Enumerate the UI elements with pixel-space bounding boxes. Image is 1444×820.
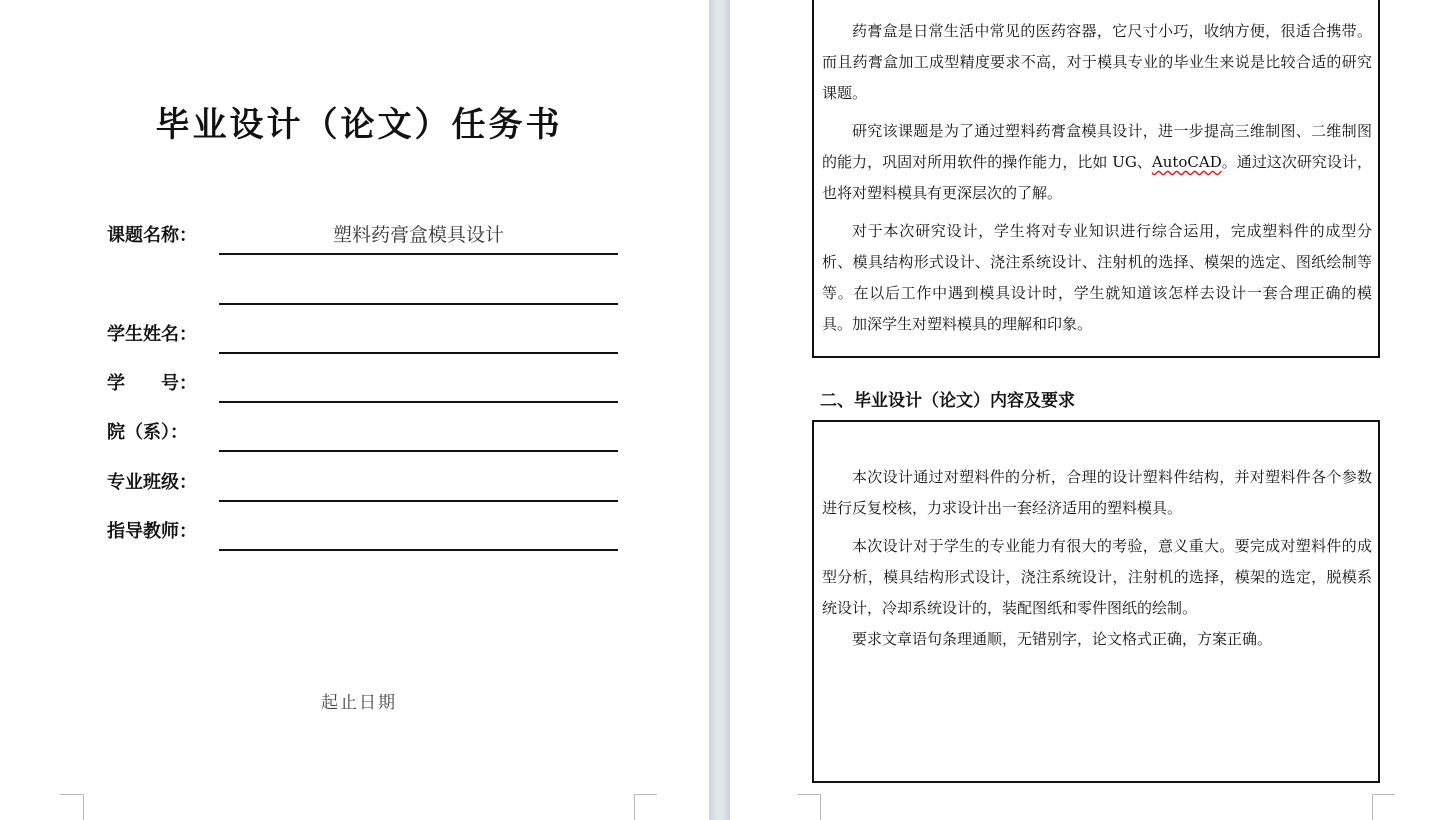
- intro-paragraph-2: 研究该课题是为了通过塑料药膏盒模具设计，进一步提高三维制图、二维制图的能力，巩固对所用软件的操作能力，比如 UG、AutoCAD。通过这次研究设计，也将对塑料模具有更深层次的了解。: [822, 122, 1372, 202]
- margin-corner-mark: [798, 794, 821, 820]
- margin-corner-mark: [60, 794, 84, 820]
- page-gutter: [709, 0, 730, 820]
- student-name-label: 学生姓名：: [107, 324, 197, 345]
- intro-paragraph-1: 药膏盒是日常生活中常见的医药容器，它尺寸小巧，收纳方便，很适合携带。而且药膏盒加工成型精度要求不高，对于模具专业的毕业生来说是比较合适的研究课题。: [822, 22, 1372, 102]
- topic-name-underline-2: [219, 303, 618, 305]
- topic-name-underline: [219, 253, 618, 255]
- margin-corner-mark: [634, 794, 657, 820]
- margin-corner-mark: [1372, 794, 1395, 820]
- requirements-text-box: [812, 420, 1380, 783]
- class-field[interactable]: [219, 500, 618, 502]
- section-heading: 二、毕业设计（论文）内容及要求: [820, 391, 1075, 411]
- requirements-paragraph-1: 本次设计通过对塑料件的分析，合理的设计塑料件结构，并对塑料件各个参数进行反复校核，力求设计出一套经济适用的塑料模具。: [822, 468, 1372, 517]
- student-id-field[interactable]: [219, 401, 618, 403]
- topic-name-label: 课题名称：: [107, 225, 197, 246]
- topic-name-value[interactable]: 塑料药膏盒模具设计: [332, 224, 504, 246]
- document-page-left: [0, 0, 709, 820]
- intro-paragraph-3: 对于本次研究设计，学生将对专业知识进行综合运用，完成塑料件的成型分析、模具结构形式设计、浇注系统设计、注射机的选择、模架的选定、图纸绘制等等。在以后工作中遇到模具设计时，学生就知道该怎样去设计一套合理正确的模具。加深学生对塑料模具的理解和印象。: [822, 222, 1372, 333]
- department-field[interactable]: [219, 450, 618, 452]
- spellcheck-flagged-word[interactable]: AutoCAD: [1151, 153, 1222, 171]
- class-label: 专业班级：: [107, 472, 197, 493]
- student-name-field[interactable]: [219, 352, 618, 354]
- date-range-label: 起止日期: [321, 693, 397, 713]
- intro-text-box: [812, 0, 1380, 358]
- advisor-label: 指导教师：: [107, 521, 197, 542]
- requirements-paragraph-2: 本次设计对于学生的专业能力有很大的考验，意义重大。要完成对塑料件的成型分析，模具结构形式设计，浇注系统设计，注射机的选择，模架的选定，脱模系统设计，冷却系统设计的，装配图纸和零件图纸的绘制。: [822, 537, 1372, 617]
- advisor-field[interactable]: [219, 549, 618, 551]
- requirements-paragraph-3: 要求文章语句条理通顺，无错别字，论文格式正确，方案正确。: [852, 630, 1273, 648]
- department-label: 院（系）：: [107, 422, 188, 443]
- page-title: 毕业设计（论文）任务书: [155, 105, 563, 145]
- student-id-label: 学 号：: [107, 373, 197, 394]
